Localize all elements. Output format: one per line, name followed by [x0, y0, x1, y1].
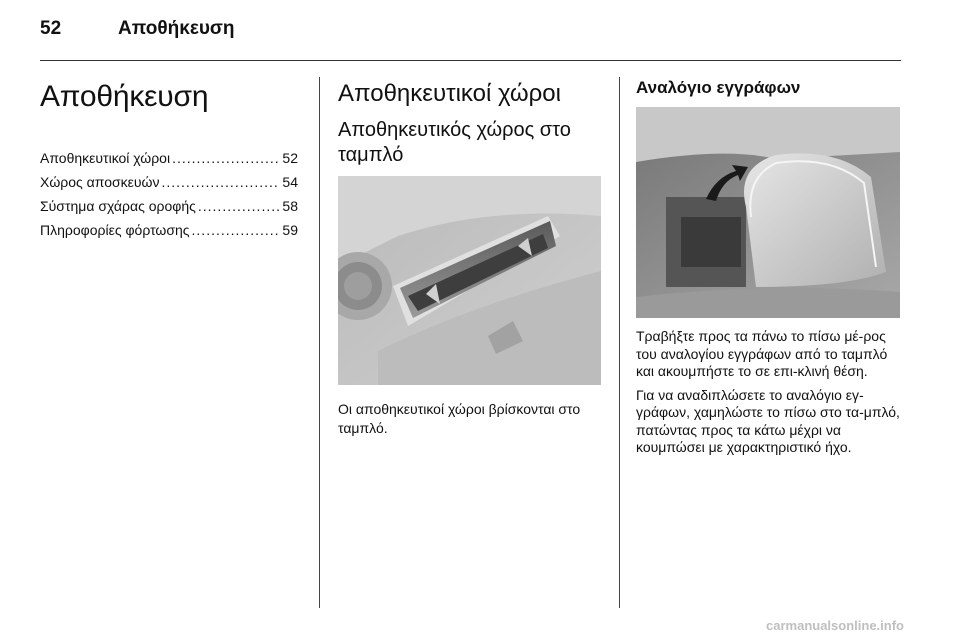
toc-item-label: Σύστημα σχάρας οροφής [40, 198, 196, 214]
section-title-document-holder: Αναλόγιο εγγράφων [636, 78, 801, 97]
toc-item-page: 54 [282, 174, 298, 190]
toc-item-page: 52 [282, 150, 298, 166]
body-text: Οι αποθηκευτικοί χώροι βρίσκονται στο ταμπλό. [338, 401, 581, 436]
toc-leader-dots [172, 150, 280, 166]
table-of-contents [40, 150, 298, 246]
header-title: Αποθήκευση [118, 18, 235, 39]
toc-item-page: 58 [282, 198, 298, 214]
toc-item[interactable] [40, 222, 298, 246]
page-number: 52 [40, 18, 62, 39]
chapter-title: Αποθήκευση [40, 80, 209, 113]
header-rule [40, 60, 901, 61]
subsection-title: Αποθηκευτικός χώρος στο ταμπλό [338, 119, 571, 166]
body-text-document-holder [636, 328, 904, 463]
column-divider-right [619, 77, 620, 608]
section-title: Αποθηκευτικοί χώροι [338, 80, 561, 107]
toc-item[interactable] [40, 174, 298, 198]
paragraph: Τραβήξτε προς τα πάνω το πίσω μέ-ρος του αναλογίου εγγράφων από το ταμπλό και ακουμπήστε το σε επι-κλινή θέση. [636, 328, 888, 379]
toc-leader-dots [161, 174, 280, 190]
watermark: carmanualsonline.info [766, 618, 904, 633]
paragraph: Για να αναδιπλώσετε το αναλόγιο εγ-γράφων, χαμηλώστε το πίσω στο τα-μπλό, πατώντας προς τα κάτω μέχρι να κουμπώσει με χαρακτηριστικό ήχο. [636, 386, 900, 455]
toc-item-page: 59 [282, 222, 298, 238]
column-divider-left [319, 77, 320, 608]
toc-leader-dots [192, 222, 281, 238]
toc-leader-dots [198, 198, 281, 214]
dashboard-storage-photo [338, 176, 601, 385]
toc-item-label: Αποθηκευτικοί χώροι [40, 150, 171, 166]
toc-item[interactable] [40, 150, 298, 174]
toc-item-label: Χώρος αποσκευών [40, 174, 160, 190]
document-holder-photo [636, 107, 900, 318]
toc-item-label: Πληροφορίες φόρτωσης [40, 222, 190, 238]
toc-item[interactable] [40, 198, 298, 222]
